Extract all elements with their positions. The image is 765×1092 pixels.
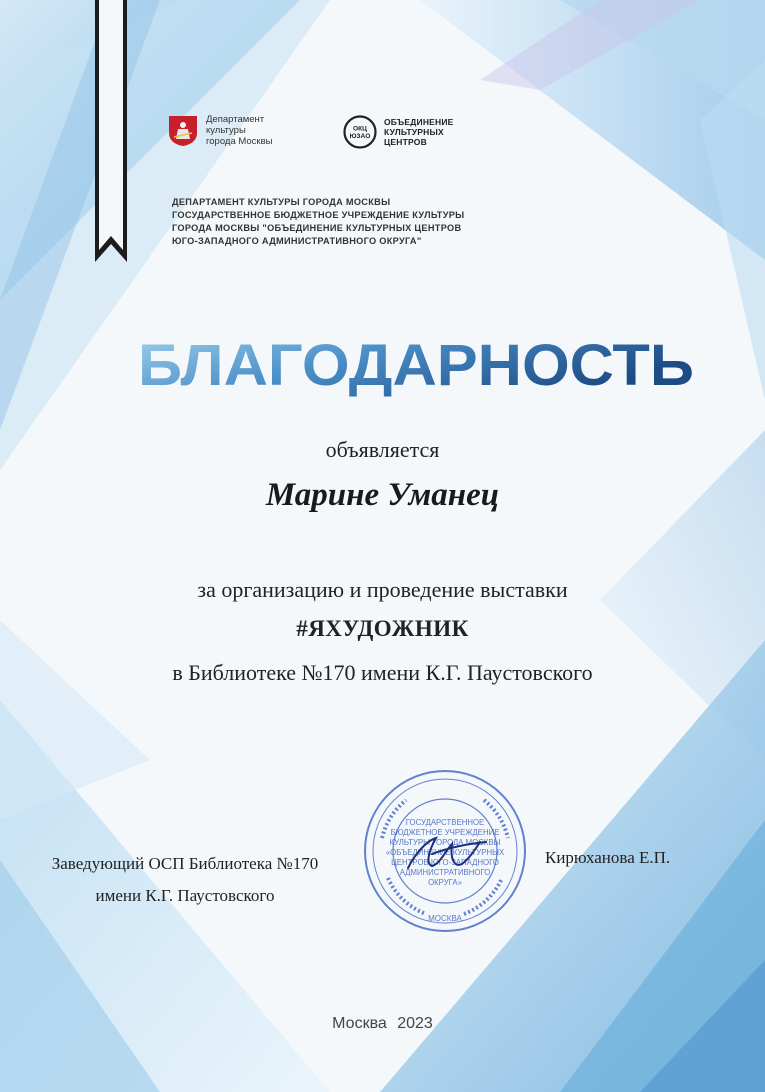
ribbon-bookmark-icon bbox=[95, 0, 127, 262]
certificate-title bbox=[0, 325, 765, 405]
stamp-line: ЦЕНТРОВ ЮГО-ЗАПАДНОГО bbox=[391, 858, 499, 867]
organization-line: ГОСУДАРСТВЕННОЕ БЮДЖЕТНОЕ УЧРЕЖДЕНИЕ КУЛЬТУРЫ bbox=[172, 210, 465, 220]
organization-line: ДЕПАРТАМЕНТ КУЛЬТУРЫ ГОРОДА МОСКВЫ bbox=[172, 197, 391, 207]
exhibition-hashtag: #ЯХУДОЖНИК bbox=[296, 616, 469, 641]
declared-text: объявляется bbox=[325, 437, 440, 462]
library-line: в Библиотеке №170 имени К.Г. Паустовского bbox=[172, 660, 593, 685]
stamp-line: БЮДЖЕТНОЕ УЧРЕЖДЕНИЕ bbox=[390, 828, 500, 837]
signer-position-line: имени К.Г. Паустовского bbox=[95, 886, 275, 905]
recipient-name: Марине Уманец bbox=[265, 477, 500, 513]
okc-logo-line: ОБЪЕДИНЕНИЕ bbox=[384, 117, 454, 127]
okc-logo-line: ЦЕНТРОВ bbox=[384, 137, 427, 147]
organization-block bbox=[172, 196, 592, 248]
signer-position-line: Заведующий ОСП Библиотека №170 bbox=[51, 854, 319, 873]
signer-name: Кирюханова Е.П. bbox=[545, 848, 671, 867]
stamp-line: ОКРУГА» bbox=[428, 878, 462, 887]
stamp-line: АДМИНИСТРАТИВНОГО bbox=[399, 868, 491, 877]
official-stamp bbox=[362, 768, 528, 934]
reason-line: за организацию и проведение выставки bbox=[197, 577, 568, 602]
okc-badge-line: ОКЦ bbox=[353, 125, 367, 133]
stamp-city: МОСКВА bbox=[428, 914, 462, 923]
footer-city-year: Москва 2023 bbox=[332, 1015, 433, 1032]
okc-logo bbox=[342, 112, 492, 152]
signer-position bbox=[25, 848, 345, 912]
okc-badge-line: ЮЗАО bbox=[349, 133, 371, 140]
moscow-coat-of-arms-icon bbox=[168, 115, 198, 147]
stamp-line: ГОСУДАРСТВЕННОЕ bbox=[405, 818, 485, 827]
stamp-line: «ОБЪЕДИНЕНИЕ КУЛЬТУРНЫХ bbox=[385, 848, 505, 857]
organization-line: ГОРОДА МОСКВЫ "ОБЪЕДИНЕНИЕ КУЛЬТУРНЫХ ЦЕНТРОВ bbox=[172, 223, 462, 233]
dept-logo-line: города Москвы bbox=[206, 136, 273, 147]
stamp-line: КУЛЬТУРЫ ГОРОДА МОСКВЫ bbox=[389, 838, 501, 847]
dept-logo-line: Департамент bbox=[206, 114, 265, 125]
organization-line: ЮГО-ЗАПАДНОГО АДМИНИСТРАТИВНОГО ОКРУГА" bbox=[172, 236, 422, 246]
okc-logo-line: КУЛЬТУРНЫХ bbox=[384, 127, 444, 137]
title-text: БЛАГОДАРНОСТЬ bbox=[138, 333, 694, 398]
okc-uzao-ring-icon bbox=[342, 114, 378, 150]
dept-logo-line: культуры bbox=[206, 125, 246, 136]
